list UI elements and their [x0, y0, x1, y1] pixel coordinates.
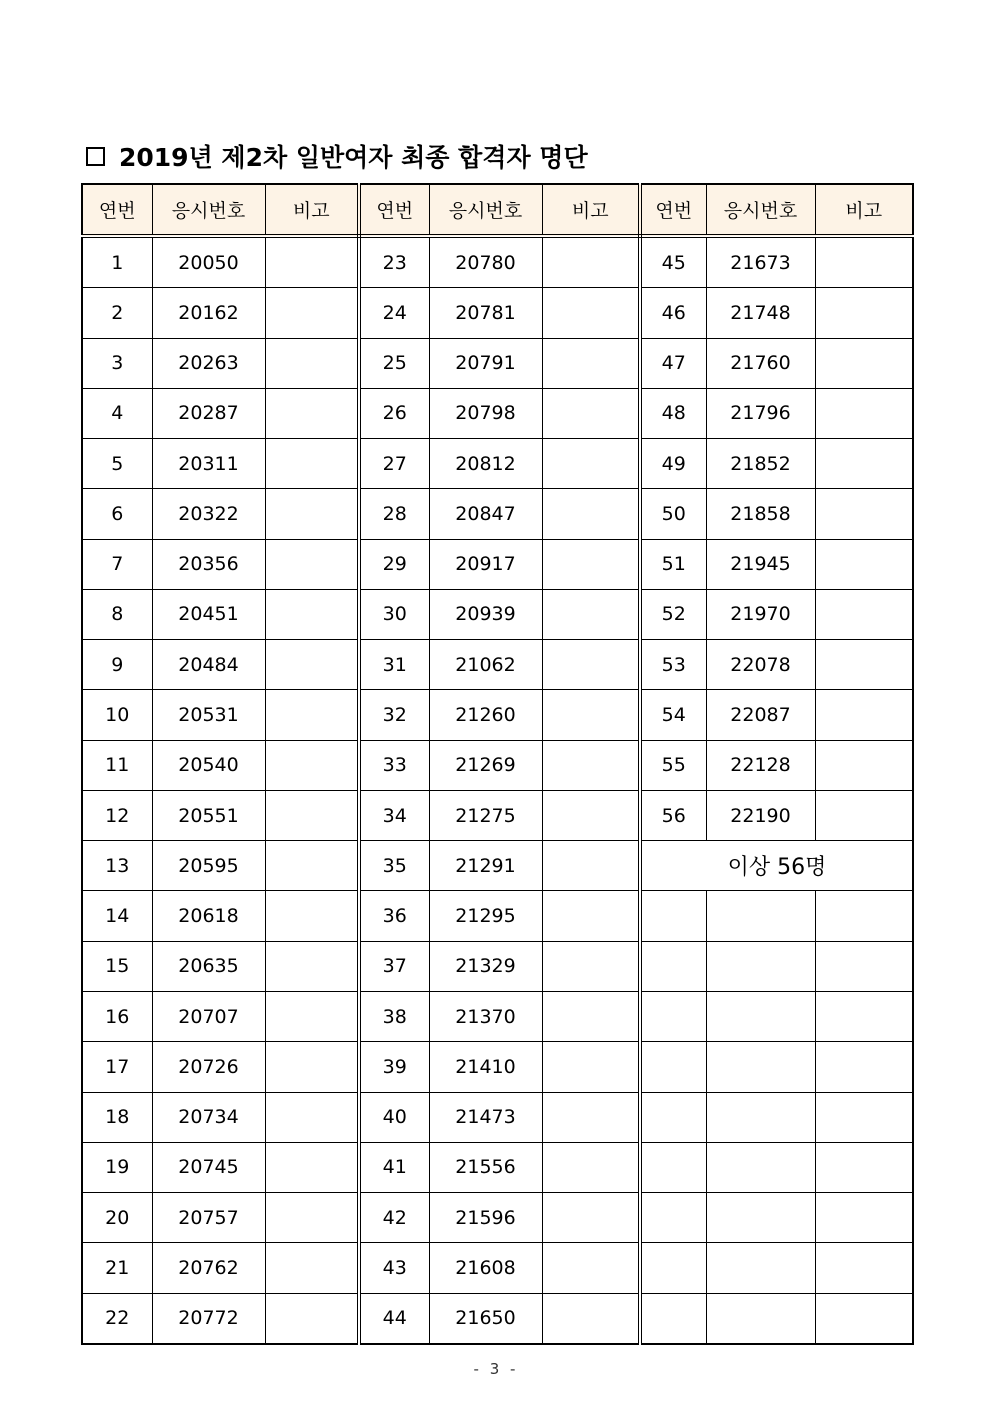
- table-row: [82, 1293, 913, 1344]
- note-cell: [542, 236, 640, 288]
- table-row: [82, 589, 913, 639]
- table-body: [82, 236, 913, 1344]
- page-title: [86, 138, 588, 174]
- seq-cell: 31: [359, 640, 429, 690]
- exam-no-cell: 21295: [429, 891, 542, 941]
- note-cell: [815, 489, 913, 539]
- note-cell: [265, 589, 359, 639]
- note-cell: [265, 690, 359, 740]
- seq-cell: 35: [359, 841, 429, 891]
- seq-cell: 11: [82, 740, 152, 790]
- note-cell: [542, 941, 640, 991]
- note-cell: [542, 790, 640, 840]
- seq-cell: 26: [359, 388, 429, 438]
- exam-no-cell: 20734: [152, 1092, 265, 1142]
- note-cell: [265, 1243, 359, 1293]
- seq-cell: 56: [640, 790, 706, 840]
- exam-no-cell: 21852: [706, 439, 815, 489]
- exam-no-cell: 21945: [706, 539, 815, 589]
- seq-cell: 18: [82, 1092, 152, 1142]
- exam-no-cell: 21473: [429, 1092, 542, 1142]
- exam-no-cell: 22190: [706, 790, 815, 840]
- note-cell: [542, 991, 640, 1041]
- note-cell: [815, 740, 913, 790]
- exam-no-cell: 21748: [706, 288, 815, 338]
- seq-cell: 2: [82, 288, 152, 338]
- seq-cell: 20: [82, 1193, 152, 1243]
- seq-cell: 4: [82, 388, 152, 438]
- empty-exam-no-cell: [706, 1193, 815, 1243]
- empty-seq-cell: [640, 1243, 706, 1293]
- table-row: [82, 690, 913, 740]
- table-row: [82, 1243, 913, 1293]
- seq-cell: 46: [640, 288, 706, 338]
- table-row: [82, 640, 913, 690]
- exam-no-cell: 20780: [429, 236, 542, 288]
- seq-cell: 37: [359, 941, 429, 991]
- note-cell: [815, 1142, 913, 1192]
- note-cell: [815, 690, 913, 740]
- note-cell: [815, 891, 913, 941]
- note-cell: [265, 841, 359, 891]
- table-row: [82, 539, 913, 589]
- table-row: [82, 338, 913, 388]
- note-cell: [815, 1293, 913, 1344]
- seq-cell: 12: [82, 790, 152, 840]
- seq-cell: 53: [640, 640, 706, 690]
- note-cell: [815, 539, 913, 589]
- note-cell: [265, 1293, 359, 1344]
- checkbox-square-icon: [86, 147, 105, 166]
- seq-cell: 29: [359, 539, 429, 589]
- note-cell: [815, 790, 913, 840]
- exam-no-cell: 21269: [429, 740, 542, 790]
- exam-no-cell: 20451: [152, 589, 265, 639]
- exam-no-cell: 20791: [429, 338, 542, 388]
- seq-cell: 8: [82, 589, 152, 639]
- note-cell: [542, 489, 640, 539]
- note-cell: [542, 1293, 640, 1344]
- empty-exam-no-cell: [706, 1293, 815, 1344]
- exam-no-cell: 20540: [152, 740, 265, 790]
- note-cell: [815, 589, 913, 639]
- note-cell: [265, 489, 359, 539]
- table-row: [82, 1142, 913, 1192]
- seq-cell: 14: [82, 891, 152, 941]
- exam-no-cell: 20798: [429, 388, 542, 438]
- exam-no-cell: 20322: [152, 489, 265, 539]
- header-exam-no: 응시번호: [706, 184, 815, 236]
- seq-cell: 13: [82, 841, 152, 891]
- seq-cell: 16: [82, 991, 152, 1041]
- note-cell: [815, 288, 913, 338]
- empty-exam-no-cell: [706, 1042, 815, 1092]
- seq-cell: 48: [640, 388, 706, 438]
- table-row: [82, 991, 913, 1041]
- exam-no-cell: 20847: [429, 489, 542, 539]
- table-row: [82, 489, 913, 539]
- note-cell: [265, 539, 359, 589]
- exam-no-cell: 20635: [152, 941, 265, 991]
- summary-cell: 이상 56명: [640, 841, 913, 891]
- header-exam-no: 응시번호: [429, 184, 542, 236]
- note-cell: [265, 439, 359, 489]
- note-cell: [265, 740, 359, 790]
- exam-no-cell: 21275: [429, 790, 542, 840]
- table-row: [82, 388, 913, 438]
- exam-no-cell: 22078: [706, 640, 815, 690]
- seq-cell: 27: [359, 439, 429, 489]
- exam-no-cell: 21062: [429, 640, 542, 690]
- header-note: 비고: [265, 184, 359, 236]
- exam-no-cell: 20263: [152, 338, 265, 388]
- empty-seq-cell: [640, 1293, 706, 1344]
- seq-cell: 52: [640, 589, 706, 639]
- empty-seq-cell: [640, 1042, 706, 1092]
- exam-no-cell: 20812: [429, 439, 542, 489]
- note-cell: [542, 288, 640, 338]
- note-cell: [265, 640, 359, 690]
- note-cell: [542, 589, 640, 639]
- exam-no-cell: 20757: [152, 1193, 265, 1243]
- seq-cell: 42: [359, 1193, 429, 1243]
- empty-exam-no-cell: [706, 1092, 815, 1142]
- note-cell: [542, 388, 640, 438]
- note-cell: [542, 439, 640, 489]
- table-row: [82, 941, 913, 991]
- note-cell: [815, 1042, 913, 1092]
- note-cell: [815, 439, 913, 489]
- table-row: [82, 1092, 913, 1142]
- header-note: 비고: [542, 184, 640, 236]
- note-cell: [815, 1243, 913, 1293]
- seq-cell: 30: [359, 589, 429, 639]
- note-cell: [542, 1142, 640, 1192]
- note-cell: [542, 539, 640, 589]
- seq-cell: 39: [359, 1042, 429, 1092]
- note-cell: [542, 1193, 640, 1243]
- note-cell: [542, 841, 640, 891]
- header-seq: 연번: [82, 184, 152, 236]
- exam-no-cell: 21760: [706, 338, 815, 388]
- exam-no-cell: 20781: [429, 288, 542, 338]
- exam-no-cell: 21370: [429, 991, 542, 1041]
- exam-no-cell: 20618: [152, 891, 265, 941]
- note-cell: [265, 991, 359, 1041]
- note-cell: [542, 640, 640, 690]
- seq-cell: 34: [359, 790, 429, 840]
- exam-no-cell: 20707: [152, 991, 265, 1041]
- exam-no-cell: 20595: [152, 841, 265, 891]
- exam-no-cell: 20050: [152, 236, 265, 288]
- note-cell: [265, 941, 359, 991]
- table-row: [82, 236, 913, 288]
- results-table: [81, 183, 914, 1345]
- seq-cell: 36: [359, 891, 429, 941]
- note-cell: [542, 690, 640, 740]
- seq-cell: 43: [359, 1243, 429, 1293]
- page-title-text: 2019년 제2차 일반여자 최종 합격자 명단: [119, 143, 588, 172]
- table-row: [82, 790, 913, 840]
- empty-seq-cell: [640, 1092, 706, 1142]
- exam-no-cell: 20726: [152, 1042, 265, 1092]
- table-row: [82, 1042, 913, 1092]
- seq-cell: 28: [359, 489, 429, 539]
- seq-cell: 38: [359, 991, 429, 1041]
- seq-cell: 7: [82, 539, 152, 589]
- note-cell: [265, 891, 359, 941]
- seq-cell: 25: [359, 338, 429, 388]
- note-cell: [815, 1092, 913, 1142]
- empty-seq-cell: [640, 991, 706, 1041]
- header-seq: 연번: [359, 184, 429, 236]
- table-row: [82, 439, 913, 489]
- empty-seq-cell: [640, 1142, 706, 1192]
- exam-no-cell: 21673: [706, 236, 815, 288]
- seq-cell: 6: [82, 489, 152, 539]
- page-number: - 3 -: [473, 1360, 519, 1378]
- seq-cell: 41: [359, 1142, 429, 1192]
- header-seq: 연번: [640, 184, 706, 236]
- table-row: [82, 740, 913, 790]
- exam-no-cell: 20287: [152, 388, 265, 438]
- empty-seq-cell: [640, 891, 706, 941]
- exam-no-cell: 22128: [706, 740, 815, 790]
- exam-no-cell: 21796: [706, 388, 815, 438]
- note-cell: [815, 236, 913, 288]
- exam-no-cell: 20311: [152, 439, 265, 489]
- seq-cell: 23: [359, 236, 429, 288]
- exam-no-cell: 20762: [152, 1243, 265, 1293]
- seq-cell: 3: [82, 338, 152, 388]
- seq-cell: 19: [82, 1142, 152, 1192]
- exam-no-cell: 21650: [429, 1293, 542, 1344]
- exam-no-cell: 21291: [429, 841, 542, 891]
- exam-no-cell: 20551: [152, 790, 265, 840]
- seq-cell: 44: [359, 1293, 429, 1344]
- note-cell: [265, 1142, 359, 1192]
- seq-cell: 47: [640, 338, 706, 388]
- exam-no-cell: 21970: [706, 589, 815, 639]
- note-cell: [265, 288, 359, 338]
- table-row: [82, 841, 913, 891]
- seq-cell: 1: [82, 236, 152, 288]
- exam-no-cell: 20484: [152, 640, 265, 690]
- exam-no-cell: 20162: [152, 288, 265, 338]
- seq-cell: 49: [640, 439, 706, 489]
- exam-no-cell: 20356: [152, 539, 265, 589]
- note-cell: [542, 740, 640, 790]
- exam-no-cell: 20917: [429, 539, 542, 589]
- note-cell: [815, 991, 913, 1041]
- seq-cell: 33: [359, 740, 429, 790]
- seq-cell: 24: [359, 288, 429, 338]
- seq-cell: 45: [640, 236, 706, 288]
- exam-no-cell: 21858: [706, 489, 815, 539]
- seq-cell: 21: [82, 1243, 152, 1293]
- note-cell: [542, 1243, 640, 1293]
- seq-cell: 17: [82, 1042, 152, 1092]
- header-note: 비고: [815, 184, 913, 236]
- seq-cell: 5: [82, 439, 152, 489]
- seq-cell: 51: [640, 539, 706, 589]
- exam-no-cell: 21329: [429, 941, 542, 991]
- empty-exam-no-cell: [706, 1142, 815, 1192]
- exam-no-cell: 20772: [152, 1293, 265, 1344]
- note-cell: [265, 236, 359, 288]
- note-cell: [265, 338, 359, 388]
- exam-no-cell: 20939: [429, 589, 542, 639]
- note-cell: [815, 640, 913, 690]
- seq-cell: 55: [640, 740, 706, 790]
- empty-seq-cell: [640, 941, 706, 991]
- seq-cell: 10: [82, 690, 152, 740]
- note-cell: [265, 790, 359, 840]
- exam-no-cell: 21556: [429, 1142, 542, 1192]
- header-exam-no: 응시번호: [152, 184, 265, 236]
- exam-no-cell: 21608: [429, 1243, 542, 1293]
- note-cell: [815, 338, 913, 388]
- empty-exam-no-cell: [706, 991, 815, 1041]
- exam-no-cell: 20531: [152, 690, 265, 740]
- seq-cell: 9: [82, 640, 152, 690]
- note-cell: [542, 1092, 640, 1142]
- seq-cell: 54: [640, 690, 706, 740]
- note-cell: [265, 1193, 359, 1243]
- note-cell: [815, 941, 913, 991]
- note-cell: [815, 388, 913, 438]
- note-cell: [815, 1193, 913, 1243]
- note-cell: [542, 338, 640, 388]
- exam-no-cell: 22087: [706, 690, 815, 740]
- seq-cell: 40: [359, 1092, 429, 1142]
- empty-exam-no-cell: [706, 1243, 815, 1293]
- note-cell: [542, 891, 640, 941]
- seq-cell: 22: [82, 1293, 152, 1344]
- exam-no-cell: 21260: [429, 690, 542, 740]
- note-cell: [265, 388, 359, 438]
- note-cell: [265, 1042, 359, 1092]
- note-cell: [265, 1092, 359, 1142]
- table-row: [82, 1193, 913, 1243]
- empty-seq-cell: [640, 1193, 706, 1243]
- table-header-row: [82, 184, 913, 236]
- seq-cell: 15: [82, 941, 152, 991]
- table-row: [82, 288, 913, 338]
- empty-exam-no-cell: [706, 941, 815, 991]
- table-row: [82, 891, 913, 941]
- seq-cell: 32: [359, 690, 429, 740]
- exam-no-cell: 21410: [429, 1042, 542, 1092]
- empty-exam-no-cell: [706, 891, 815, 941]
- exam-no-cell: 21596: [429, 1193, 542, 1243]
- seq-cell: 50: [640, 489, 706, 539]
- exam-no-cell: 20745: [152, 1142, 265, 1192]
- note-cell: [542, 1042, 640, 1092]
